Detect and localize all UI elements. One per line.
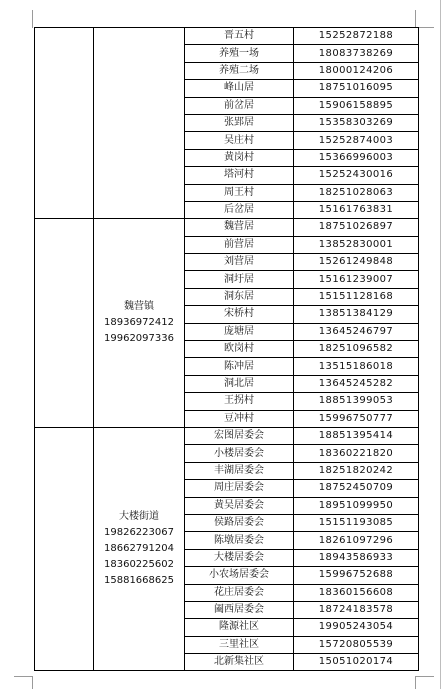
village-name-cell: 周王村 <box>185 184 294 201</box>
village-name-cell: 欧岗村 <box>185 341 294 358</box>
village-name-cell: 峰山居 <box>185 80 294 97</box>
phone-cell: 15151193085 <box>294 514 419 531</box>
village-name-cell: 王拐村 <box>185 393 294 410</box>
phone-cell: 18751016095 <box>294 80 419 97</box>
region-cell <box>94 28 185 219</box>
phone-cell: 18083738269 <box>294 45 419 62</box>
phone-cell: 18851395414 <box>294 427 419 444</box>
region-name: 大楼街道 <box>119 511 159 523</box>
crop-mark-top-left-v <box>32 10 33 28</box>
region-phone: 15881668625 <box>104 575 174 587</box>
phone-cell: 18261097296 <box>294 532 419 549</box>
village-name-cell: 洞东居 <box>185 288 294 305</box>
village-name-cell: 张郢居 <box>185 114 294 131</box>
table-row <box>35 219 419 236</box>
page-right-edge <box>440 0 441 689</box>
phone-cell: 15366996003 <box>294 149 419 166</box>
region-cell <box>94 219 185 428</box>
crop-mark-bottom-right-h <box>416 676 434 677</box>
village-name-cell: 前岔居 <box>185 97 294 114</box>
village-name-cell: 宋桥村 <box>185 306 294 323</box>
village-name-cell: 黄岗村 <box>185 149 294 166</box>
village-name-cell: 黄吴居委会 <box>185 497 294 514</box>
crop-mark-top-right-v <box>415 10 416 28</box>
contacts-table-body <box>35 28 419 671</box>
phone-cell: 18951099950 <box>294 497 419 514</box>
village-name-cell: 刘营居 <box>185 254 294 271</box>
region-phone: 19962097336 <box>104 333 174 345</box>
table-row <box>35 427 419 444</box>
phone-cell: 15720805539 <box>294 636 419 653</box>
village-name-cell: 庞塘居 <box>185 323 294 340</box>
blank-cell <box>35 219 94 428</box>
phone-cell: 15252872188 <box>294 28 419 45</box>
phone-cell: 18251028063 <box>294 184 419 201</box>
phone-cell: 15252430016 <box>294 167 419 184</box>
crop-mark-bottom-left-v <box>32 676 33 689</box>
village-name-cell: 晋五村 <box>185 28 294 45</box>
village-name-cell: 养殖一场 <box>185 45 294 62</box>
village-name-cell: 小楼居委会 <box>185 445 294 462</box>
phone-cell: 15161239007 <box>294 271 419 288</box>
village-name-cell: 隆源社区 <box>185 619 294 636</box>
village-name-cell: 洞北居 <box>185 375 294 392</box>
phone-cell: 15996752688 <box>294 567 419 584</box>
village-name-cell: 侯路居委会 <box>185 514 294 531</box>
village-name-cell: 陈冲居 <box>185 358 294 375</box>
village-name-cell: 后岔居 <box>185 201 294 218</box>
village-name-cell: 丰湖居委会 <box>185 462 294 479</box>
phone-cell: 18360156608 <box>294 584 419 601</box>
region-phone: 19826223067 <box>104 527 174 539</box>
table-row <box>35 28 419 45</box>
phone-cell: 18251820242 <box>294 462 419 479</box>
village-name-cell: 北新集社区 <box>185 654 294 671</box>
phone-cell: 15161763831 <box>294 201 419 218</box>
village-name-cell: 吴庄村 <box>185 132 294 149</box>
village-name-cell: 宏图居委会 <box>185 427 294 444</box>
village-name-cell: 阖西居委会 <box>185 601 294 618</box>
phone-cell: 18360221820 <box>294 445 419 462</box>
village-name-cell: 魏营居 <box>185 219 294 236</box>
village-name-cell: 前营居 <box>185 236 294 253</box>
village-name-cell: 陈墩居委会 <box>185 532 294 549</box>
region-name: 魏营镇 <box>124 301 154 313</box>
phone-cell: 15358303269 <box>294 114 419 131</box>
village-name-cell: 豆冲村 <box>185 410 294 427</box>
blank-cell <box>35 427 94 670</box>
phone-cell: 18251096582 <box>294 341 419 358</box>
phone-cell: 19905243054 <box>294 619 419 636</box>
crop-mark-bottom-right-v <box>415 676 416 689</box>
village-name-cell: 小农场居委会 <box>185 567 294 584</box>
blank-cell <box>35 28 94 219</box>
region-cell <box>94 427 185 670</box>
phone-cell: 18000124206 <box>294 62 419 79</box>
phone-cell: 13515186018 <box>294 358 419 375</box>
phone-cell: 13852830001 <box>294 236 419 253</box>
phone-cell: 18943586933 <box>294 549 419 566</box>
phone-cell: 13645246797 <box>294 323 419 340</box>
crop-mark-bottom-left-h <box>14 676 33 677</box>
phone-cell: 15906158895 <box>294 97 419 114</box>
phone-cell: 13645245282 <box>294 375 419 392</box>
phone-cell: 15051020174 <box>294 654 419 671</box>
phone-cell: 13851384129 <box>294 306 419 323</box>
phone-cell: 18851399053 <box>294 393 419 410</box>
region-phone: 18360225602 <box>104 559 174 571</box>
village-name-cell: 花庄居委会 <box>185 584 294 601</box>
village-name-cell: 塔河村 <box>185 167 294 184</box>
region-phone: 18936972412 <box>104 317 174 329</box>
phone-cell: 18752450709 <box>294 480 419 497</box>
village-name-cell: 洞圩居 <box>185 271 294 288</box>
region-phone: 18662791204 <box>104 543 174 555</box>
phone-cell: 15151128168 <box>294 288 419 305</box>
contacts-table <box>34 27 419 671</box>
village-name-cell: 大楼居委会 <box>185 549 294 566</box>
phone-cell: 18724183578 <box>294 601 419 618</box>
village-name-cell: 三里社区 <box>185 636 294 653</box>
phone-cell: 15252874003 <box>294 132 419 149</box>
village-name-cell: 周庄居委会 <box>185 480 294 497</box>
village-name-cell: 养殖二场 <box>185 62 294 79</box>
phone-cell: 15996750777 <box>294 410 419 427</box>
phone-cell: 15261249848 <box>294 254 419 271</box>
phone-cell: 18751026897 <box>294 219 419 236</box>
